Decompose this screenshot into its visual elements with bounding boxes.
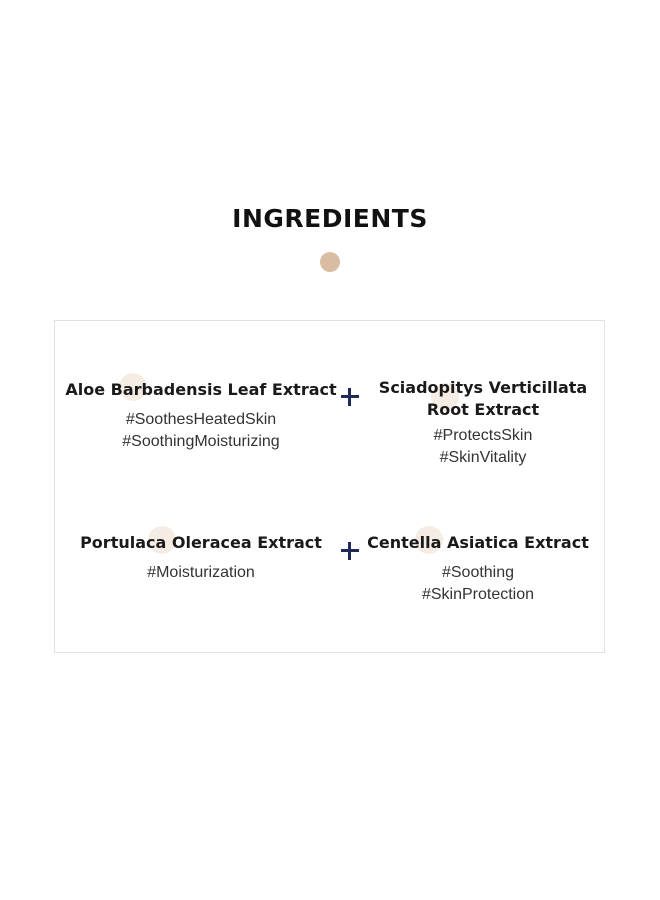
ingredient-tag: #SoothesHeatedSkin [125, 411, 277, 428]
ingredients-panel [54, 320, 605, 653]
ingredient-name: Aloe Barbadensis Leaf Extract [65, 380, 337, 399]
ingredient-tags [63, 562, 339, 584]
ingredient-card-portulaca [63, 532, 339, 584]
ingredient-tag: #SkinVitality [439, 449, 527, 466]
ingredient-tag: #Soothing [441, 564, 515, 581]
ingredient-card-sciadopitys [365, 377, 601, 469]
ingredient-name: Centella Asiatica Extract [367, 533, 589, 552]
ingredient-card-centella [365, 532, 591, 606]
ingredient-tags [365, 562, 591, 606]
ingredient-card-aloe [63, 379, 339, 453]
decorative-dot [320, 252, 340, 272]
ingredient-tag: #SkinProtection [421, 586, 535, 603]
ingredient-tag: #ProtectsSkin [433, 427, 533, 444]
ingredient-tag: #SoothingMoisturizing [122, 433, 280, 450]
ingredient-tags [63, 409, 339, 453]
ingredient-tags [365, 425, 601, 469]
ingredient-name: Portulaca Oleracea Extract [80, 533, 322, 552]
section-title: INGREDIENTS [232, 204, 428, 233]
plus-icon [341, 388, 359, 406]
ingredient-tag: #Moisturization [147, 564, 255, 581]
ingredient-name: Sciadopitys Verticillata Root Extract [378, 378, 588, 419]
plus-icon [341, 542, 359, 560]
